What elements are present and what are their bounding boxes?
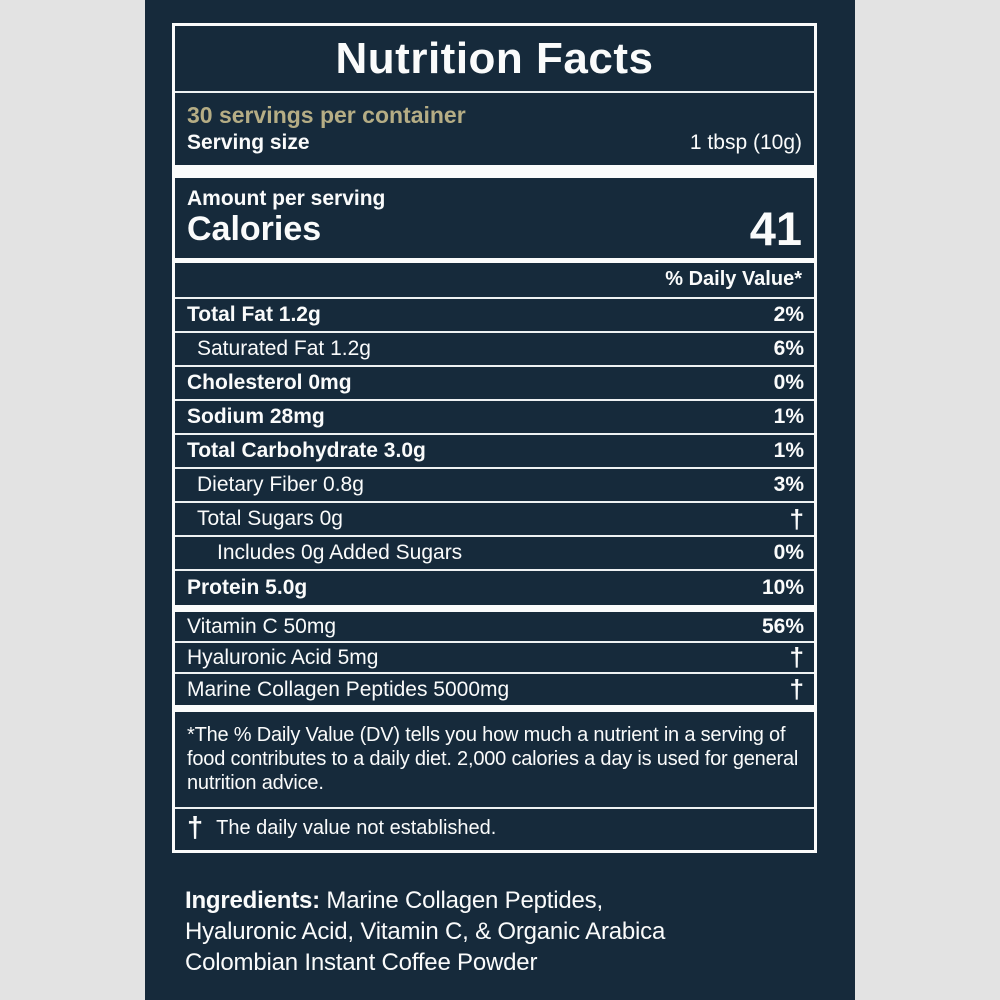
nutrient-label: Hyaluronic Acid 5mg (187, 645, 379, 669)
daily-value-percent: 2% (773, 303, 804, 327)
daily-value-header: % Daily Value* (175, 263, 814, 299)
nutrient-row (175, 674, 814, 705)
ingredients-line (185, 885, 665, 916)
nutrient-row (175, 299, 814, 333)
daily-value-percent: 1% (773, 439, 804, 463)
serving-size-label: Serving size (187, 131, 310, 154)
supplement-rows (175, 612, 814, 705)
daily-value-percent: 56% (761, 614, 804, 638)
daily-value-percent: 6% (773, 337, 804, 361)
ingredients-line: Colombian Instant Coffee Powder (185, 949, 538, 976)
dagger-footnote-text: The daily value not established. (216, 817, 497, 840)
nutrient-label: Includes 0g Added Sugars (217, 541, 463, 565)
nutrient-label: Total Fat 1.2g (187, 303, 321, 327)
nutrient-row (175, 367, 814, 401)
dagger-footnote (175, 809, 814, 850)
calories-label: Calories (187, 210, 322, 249)
serving-size-value: 1 tbsp (10g) (689, 131, 802, 154)
nutrient-row (175, 333, 814, 367)
daily-value-footnote: *The % Daily Value (DV) tells you how much a nutrient in a serving of food contributes to a daily diet. 2,000 calories a day is used for general nutrition advice. (175, 712, 814, 809)
nutrient-row (175, 537, 814, 571)
nutrient-row (175, 612, 814, 643)
nutrient-label: Marine Collagen Peptides 5000mg (187, 677, 510, 701)
ingredients-text: Marine Collagen Peptides, (319, 887, 603, 914)
ingredients (185, 885, 665, 978)
nutrient-label: Sodium 28mg (187, 405, 325, 429)
divider-thick (175, 165, 814, 178)
daily-value-percent: 10% (761, 576, 804, 600)
daily-value-dagger: † (789, 642, 804, 673)
divider-small (175, 605, 814, 612)
ingredients-line: Hyaluronic Acid, Vitamin C, & Organic Arabica (185, 918, 666, 945)
nutrient-label: Total Sugars 0g (197, 507, 343, 531)
daily-value-dagger: † (789, 674, 804, 705)
nutrient-label: Vitamin C 50mg (187, 614, 337, 638)
calories-value: 41 (749, 202, 802, 255)
calories-row (187, 202, 802, 255)
nutrition-facts-title: Nutrition Facts (175, 26, 814, 93)
nutrient-label: Cholesterol 0mg (187, 371, 352, 395)
nutrient-label: Protein 5.0g (187, 576, 308, 600)
daily-value-percent: 0% (773, 541, 804, 565)
daily-value-percent: 1% (773, 405, 804, 429)
ingredients-label: Ingredients: (185, 887, 320, 914)
daily-value-percent: 3% (773, 473, 804, 497)
nutrient-row (175, 643, 814, 674)
nutrient-row (175, 401, 814, 435)
nutrient-row (175, 503, 814, 537)
nutrition-facts-box (172, 23, 817, 853)
nutrient-label: Saturated Fat 1.2g (197, 337, 371, 361)
nutrient-rows (175, 299, 814, 605)
amount-per-serving-label: Amount per serving (187, 187, 386, 210)
divider-small (175, 705, 814, 712)
product-label-panel (145, 0, 855, 1000)
dagger-icon: † (187, 812, 204, 845)
nutrient-label: Total Carbohydrate 3.0g (187, 439, 426, 463)
calories-section (175, 178, 814, 258)
servings-per-container: 30 servings per container (187, 102, 466, 128)
daily-value-percent: 0% (773, 371, 804, 395)
nutrient-row (175, 571, 814, 605)
daily-value-dagger: † (789, 503, 804, 534)
nutrient-row (175, 435, 814, 469)
nutrient-label: Dietary Fiber 0.8g (197, 473, 364, 497)
servings-section (175, 93, 814, 165)
nutrient-row (175, 469, 814, 503)
serving-size-row (187, 131, 802, 155)
